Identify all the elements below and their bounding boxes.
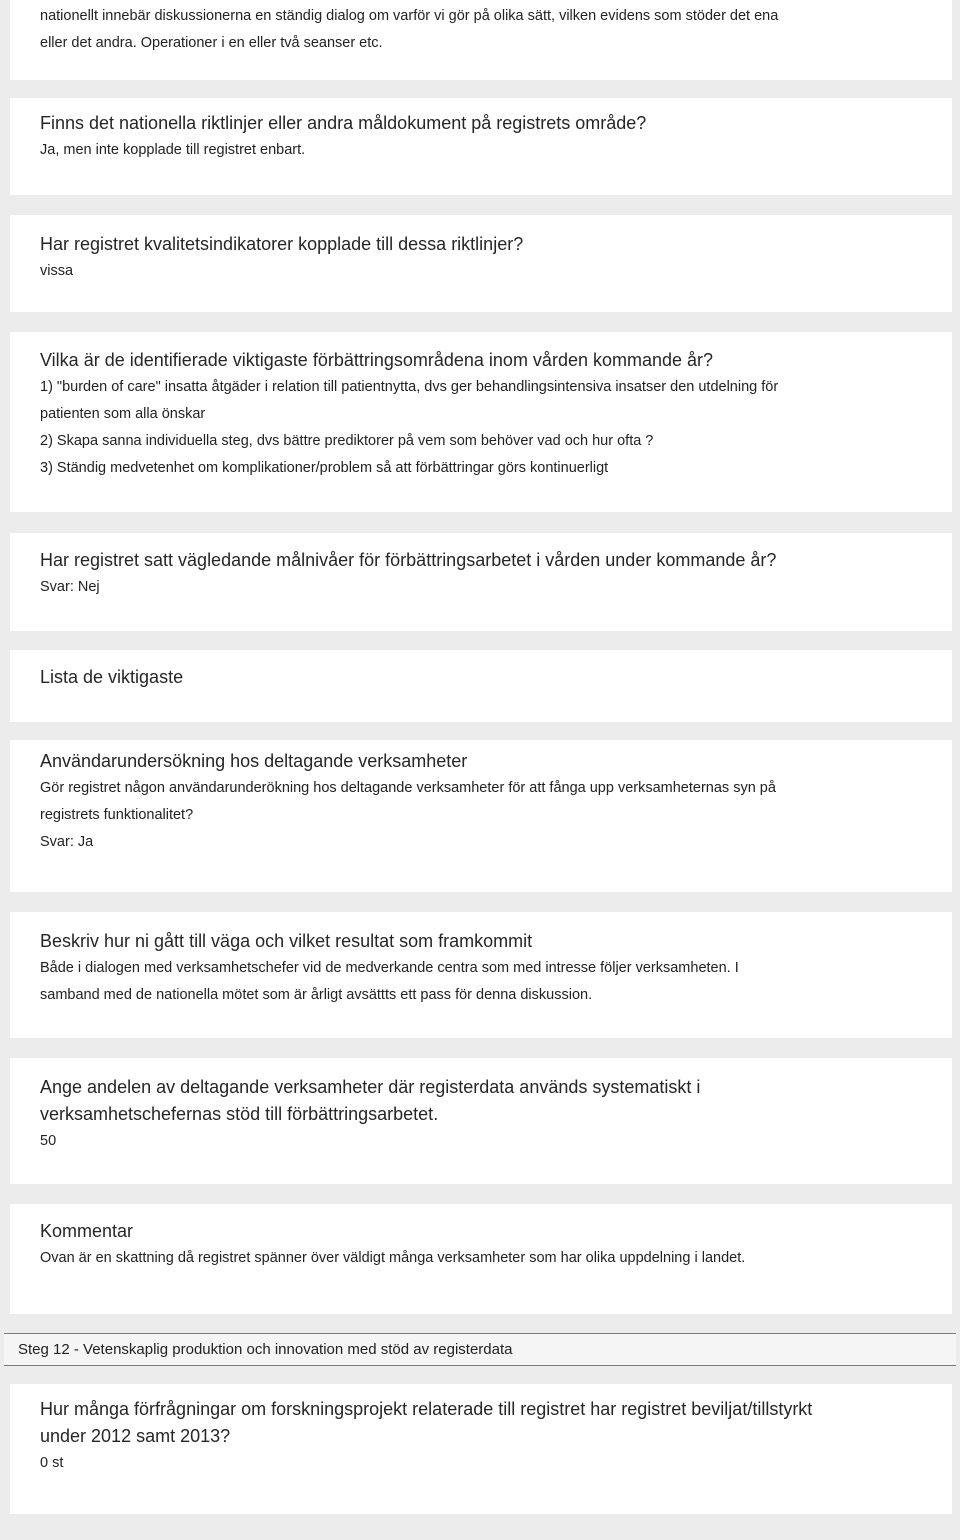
target-levels-card bbox=[10, 533, 952, 631]
improvement-area-line-3: 2) Skapa sanna individuella steg, dvs bättre prediktorer på vem som behöver vad och hur ofta ? bbox=[40, 433, 654, 449]
describe-result-line-1: Både i dialogen med verksamhetschefer vid de medverkande centra som med intresse följer verksamheten. I bbox=[40, 960, 739, 976]
continuation-card bbox=[10, 0, 952, 80]
improvement-areas-card bbox=[10, 332, 952, 512]
indicators-card bbox=[10, 215, 952, 312]
user-survey-subquestion-line-2: registrets funktionalitet? bbox=[40, 807, 194, 823]
indicators-answer: vissa bbox=[40, 263, 74, 279]
guidelines-card bbox=[10, 98, 952, 195]
user-survey-answer: Svar: Ja bbox=[40, 834, 94, 850]
share-units-card bbox=[10, 1058, 952, 1184]
describe-result-question: Beskriv hur ni gått till väga och vilket resultat som framkommit bbox=[40, 931, 533, 951]
research-requests-answer: 0 st bbox=[40, 1455, 64, 1471]
indicators-question: Har registret kvalitetsindikatorer kopplade till dessa riktlinjer? bbox=[40, 234, 524, 254]
user-survey-subquestion-line-1: Gör registret någon användarunderökning hos deltagande verksamheter för att fånga upp verksamheternas syn på bbox=[40, 780, 776, 796]
improvement-area-line-2: patienten som alla önskar bbox=[40, 406, 206, 422]
improvement-areas-question: Vilka är de identifierade viktigaste förbättringsområdena inom vården kommande år? bbox=[40, 350, 714, 370]
list-most-important-card bbox=[10, 650, 952, 722]
continuation-line-1: nationellt innebär diskussionerna en ständig dialog om varför vi gör på olika sätt, vilken evidens som stöder det ena bbox=[40, 8, 779, 24]
continuation-line-2: eller det andra. Operationer i en eller två seanser etc. bbox=[40, 35, 383, 51]
share-units-question-line-2: verksamhetschefernas stöd till förbättringsarbetet. bbox=[40, 1104, 439, 1124]
guidelines-answer: Ja, men inte kopplade till registret enbart. bbox=[40, 142, 306, 158]
research-requests-question-line-1: Hur många förfrågningar om forskningsprojekt relaterade till registret har registret beviljat/tillstyrkt bbox=[40, 1399, 813, 1419]
comment-card bbox=[10, 1204, 952, 1314]
share-units-answer: 50 bbox=[40, 1133, 57, 1149]
research-requests-question-line-2: under 2012 samt 2013? bbox=[40, 1426, 231, 1446]
list-most-important-question: Lista de viktigaste bbox=[40, 667, 184, 687]
comment-answer: Ovan är en skattning då registret spänner över väldigt många verksamheter som har olika uppdelning i landet. bbox=[40, 1250, 746, 1266]
research-requests-card bbox=[10, 1384, 952, 1514]
step-12-header: Steg 12 - Vetenskaplig produktion och innovation med stöd av registerdata bbox=[4, 1333, 956, 1366]
improvement-area-line-4: 3) Ständig medvetenhet om komplikationer/problem så att förbättringar görs kontinuerligt bbox=[40, 460, 609, 476]
guidelines-question: Finns det nationella riktlinjer eller andra måldokument på registrets område? bbox=[40, 113, 647, 133]
user-survey-question: Användarundersökning hos deltagande verksamheter bbox=[40, 751, 468, 771]
share-units-question-line-1: Ange andelen av deltagande verksamheter där registerdata används systematiskt i bbox=[40, 1077, 701, 1097]
user-survey-card bbox=[10, 740, 952, 892]
target-levels-question: Har registret satt vägledande målnivåer för förbättringsarbetet i vården under kommande år? bbox=[40, 550, 777, 570]
describe-result-line-2: samband med de nationella mötet som är årligt avsättts ett pass för denna diskussion. bbox=[40, 987, 593, 1003]
improvement-area-line-1: 1) "burden of care" insatta åtgäder i relation till patientnytta, dvs ger behandlingsintensiva insatser den utdelning för bbox=[40, 379, 779, 395]
describe-result-card bbox=[10, 912, 952, 1038]
target-levels-answer: Svar: Nej bbox=[40, 579, 100, 595]
comment-title: Kommentar bbox=[40, 1221, 134, 1241]
